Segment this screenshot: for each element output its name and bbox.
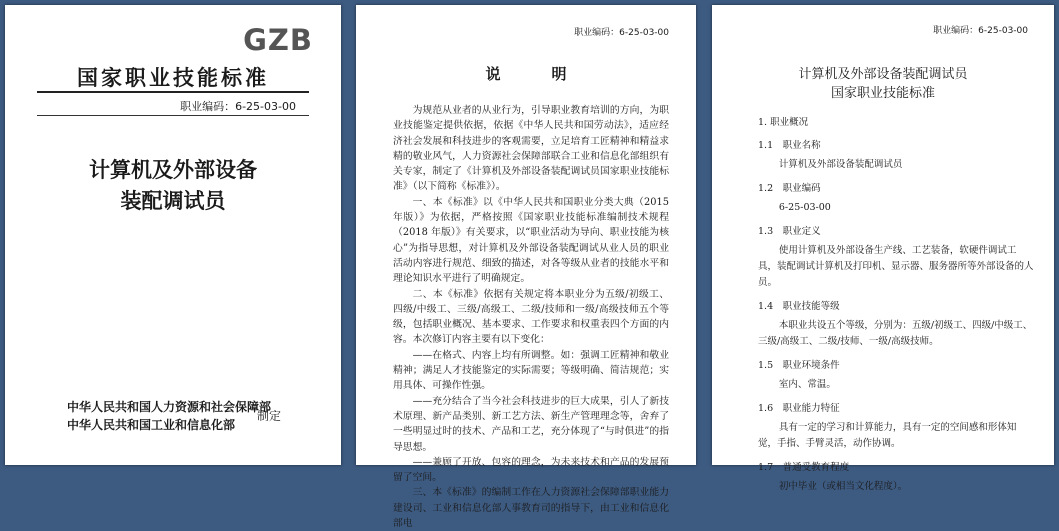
preface-paragraph: ——兼顾了开放、包容的理念，为未来技术和产品的发展预留了空间。 [393, 456, 669, 484]
divider [37, 91, 309, 93]
section-body: 初中毕业（或相当文化程度）。 [778, 481, 908, 492]
section-heading [758, 134, 1034, 157]
section-number: 1. [758, 117, 768, 128]
issuer-name: 中华人民共和国人力资源和社会保障部 [67, 400, 272, 414]
section-label: 职业名称 [782, 140, 821, 151]
section-label: 职业概况 [770, 117, 809, 128]
occupation-code: 职业编码：6-25-03-00 [180, 100, 296, 113]
section-body: 计算机及外部设备装配调试员 [778, 159, 903, 170]
preface-paragraph: ——在格式、内容上均有所调整。如：强调工匠精神和敬业精神；满足人才技能鉴定的实际需要；等级明确、简洁规范；实用具体、可操作性强。 [393, 349, 669, 392]
standard-title-line: 国家职业技能标准 [830, 86, 935, 101]
section-body: 使用计算机及外部设备生产线、工艺装备，软硬件调试工具，装配调试计算机及打印机、显示器、服务器所等外部设备的人员。 [758, 245, 1034, 288]
section-heading [758, 177, 1034, 200]
gzb-logo: GZB [243, 23, 313, 57]
section-body: 6-25-03-00 [778, 202, 831, 213]
preface-paragraph: 二、本《标准》依据有关规定将本职业分为五级/初级工、四级/中级工、三级/高级工、二级/技师和一级/高级技师五个等级，包括职业概况、基本要求、工作要求和权重表四个方面的内容。本次修订内容主要有以下变化： [393, 288, 669, 346]
issuing-authorities [67, 398, 271, 434]
preface-paragraph: 为规范从业者的从业行为，引导职业教育培训的方向，为职业技能鉴定提供依据，依据《中华人民共和国劳动法》，适应经济社会发展和科技进步的客观需要，立足培育工匠精神和精益求精的敬业风气，人力资源社会保障部联合工业和信息化部组织有关专家，制定了《计算机及外部设备装配调试员国家职业技能标准》（以下简称《标准》）。 [393, 105, 669, 193]
section-number: 1.2 [758, 183, 774, 194]
section-body: 本职业共设五个等级，分别为：五级/初级工、四级/中级工、三级/高级工、二级/技师、一级/高级技师。 [758, 320, 1033, 347]
cover-title-line: 计算机及外部设备 [89, 158, 257, 182]
section-number: 1.4 [758, 301, 774, 312]
cover-title [5, 155, 341, 217]
preface-paragraph: 一、本《标准》以《中华人民共和国职业分类大典（2015 年版）》为依据，严格按照《国家职业技能标准编制技术规程（2018 年版）》有关要求，以“职业活动为导向、职业技能为核心”为指导思想，对计算机及外部设备装配调试从业人员的职业活动内容进行规范、细致的描述，对各等级从业者的技能水平和理论知识水平进行了明确规定。 [393, 196, 669, 285]
preface-page [356, 5, 696, 530]
section-number: 1.5 [758, 360, 774, 371]
section-heading [758, 111, 1034, 134]
section-number: 1.1 [758, 140, 774, 151]
preface-body [393, 103, 669, 531]
issuer-name: 中华人民共和国工业和信息化部 [67, 418, 236, 432]
divider [37, 115, 309, 116]
section-label: 职业定义 [782, 226, 821, 237]
preface-paragraph: ——充分结合了当今社会科技进步的巨大成果，引人了新技术原理、新产品类别、新工艺方法、新生产管理理念等，舍弃了一些明显过时的技术、产品和工艺，充分体现了“与时俱进”的指导思想。 [393, 395, 669, 453]
occupation-code: 职业编码：6-25-03-00 [574, 28, 669, 38]
section-label: 职业环境条件 [782, 360, 840, 371]
cover-page [5, 5, 341, 465]
preface-paragraph: 三、本《标准》的编制工作在人力资源社会保障部职业能力建设司、工业和信息化部人事教育司的指导下，由工业和信息化部电 [393, 487, 669, 530]
section-heading [758, 456, 1034, 479]
section-heading [758, 354, 1034, 377]
standard-type-heading: 国家职业技能标准 [77, 66, 269, 90]
preface-heading: 说 明 [485, 65, 585, 83]
section-number: 1.3 [758, 226, 774, 237]
cover-title-line: 装配调试员 [120, 189, 226, 213]
standard-page [712, 5, 1054, 492]
section-heading [758, 397, 1034, 420]
section-label: 职业编码 [782, 183, 821, 194]
occupation-code: 职业编码：6-25-03-00 [933, 26, 1028, 36]
standard-content [758, 111, 1034, 499]
section-label: 普通受教育程度 [782, 462, 850, 473]
issued-label: 制定 [257, 409, 282, 423]
section-body: 具有一定的学习和计算能力，具有一定的空间感和形体知觉，手指、手臂灵活，动作协调。 [758, 422, 1017, 449]
section-heading [758, 220, 1034, 243]
standard-title-line: 计算机及外部设备装配调试员 [798, 67, 968, 82]
standard-title [712, 65, 1054, 103]
section-number: 1.7 [758, 462, 774, 473]
section-label: 职业技能等级 [782, 301, 840, 312]
section-number: 1.6 [758, 403, 774, 414]
section-label: 职业能力特征 [782, 403, 840, 414]
section-heading [758, 295, 1034, 318]
section-body: 室内、常温。 [778, 379, 836, 390]
